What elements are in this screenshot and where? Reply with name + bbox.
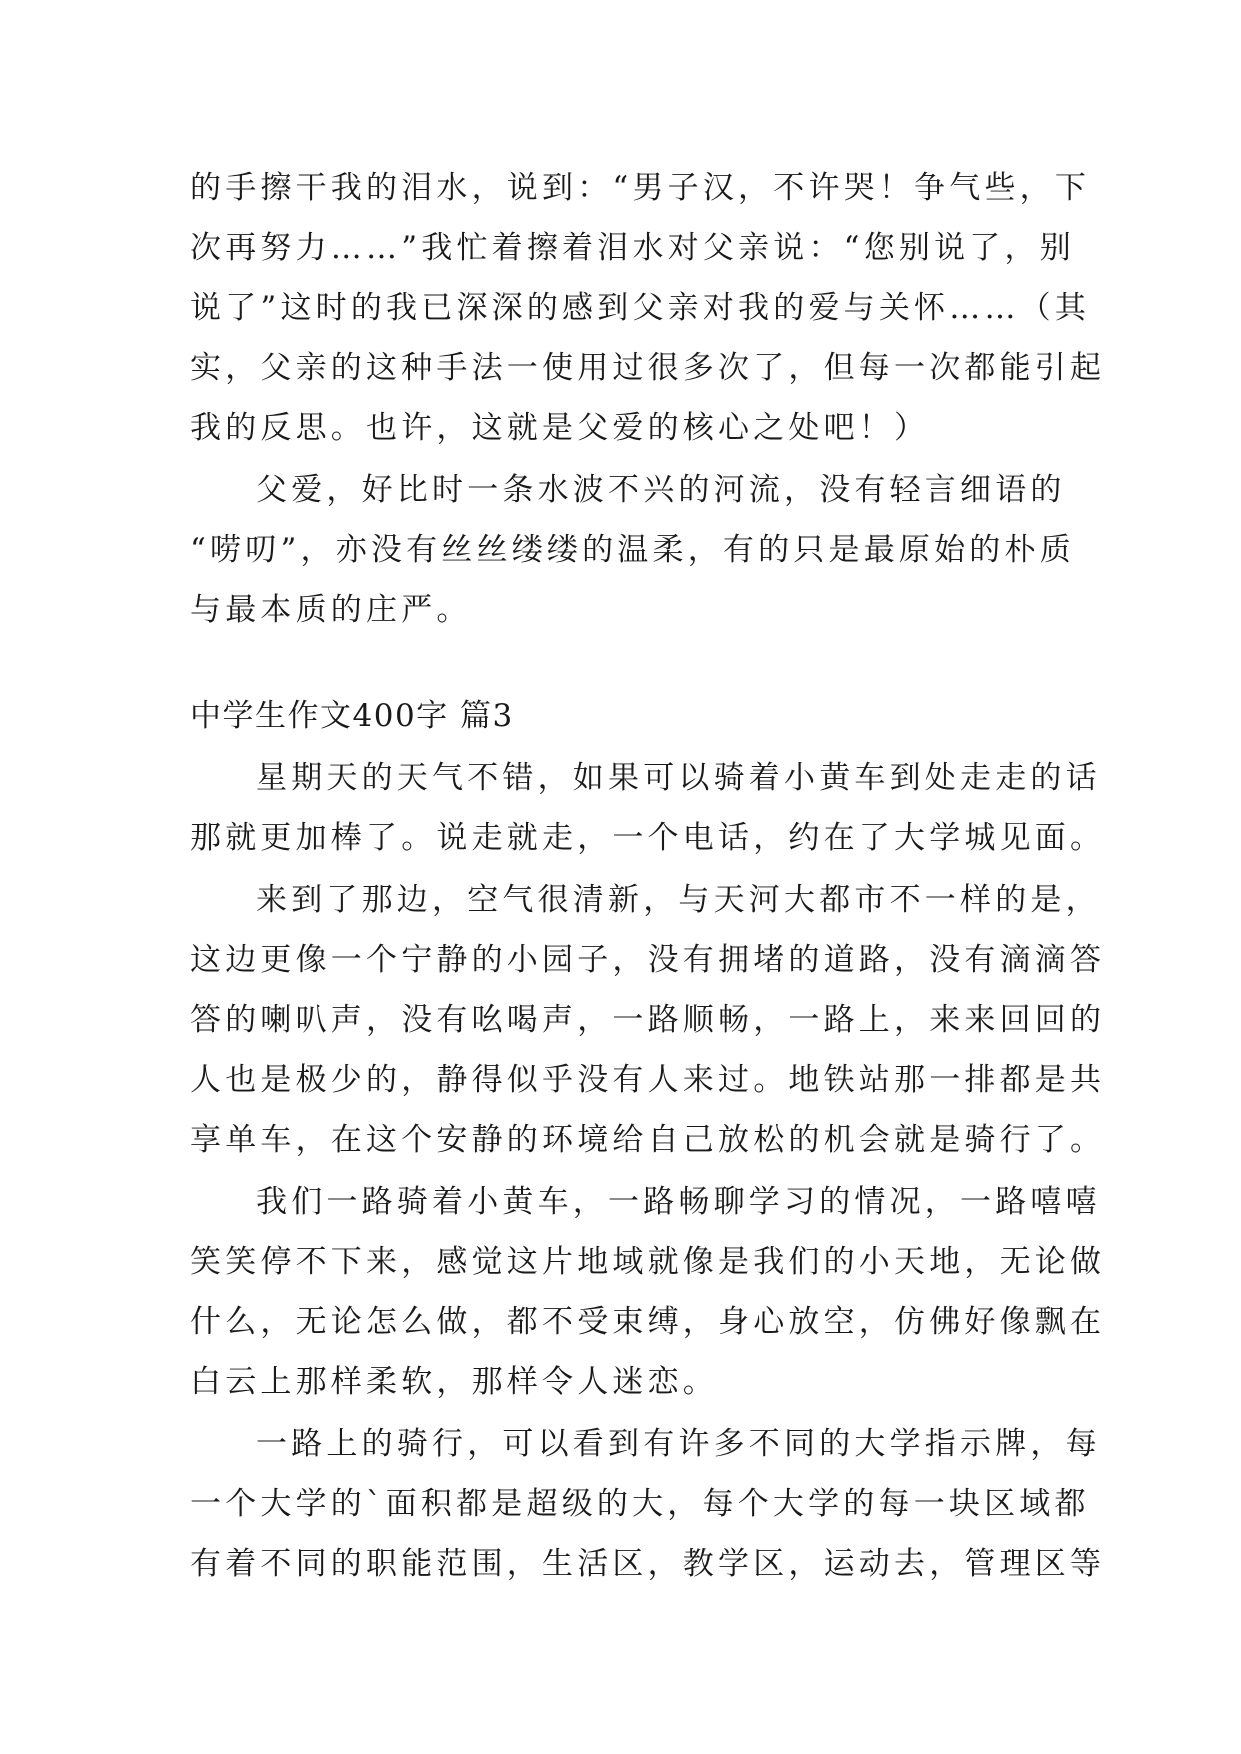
paragraph-line: 笑笑停不下来，感觉这片地域就像是我们的小天地，无论做 bbox=[190, 1244, 1106, 1280]
paragraph-line: 那就更加棒了。说走就走，一个电话，约在了大学城见面。 bbox=[190, 820, 1106, 856]
paragraph-line: 享单车，在这个安静的环境给自己放松的机会就是骑行了。 bbox=[190, 1122, 1106, 1158]
paragraph-line: 答的喇叭声，没有吆喝声，一路顺畅，一路上，来来回回的 bbox=[190, 1002, 1106, 1038]
paragraph-line: “唠叨”，亦没有丝丝缕缕的温柔，有的只是最原始的朴质 bbox=[190, 532, 1075, 568]
paragraph-line: 我们一路骑着小黄车，一路畅聊学习的情况，一路嘻嘻 bbox=[256, 1184, 1101, 1220]
paragraph-line: 什么，无论怎么做，都不受束缚，身心放空，仿佛好像飘在 bbox=[190, 1304, 1106, 1340]
paragraph-line: 白云上那样柔软，那样令人迷恋。 bbox=[190, 1364, 718, 1400]
paragraph-line: 次再努力……”我忙着擦着泪水对父亲说：“您别说了，别 bbox=[190, 230, 1075, 266]
paragraph-line: 人也是极少的，静得似乎没有人来过。地铁站那一排都是共 bbox=[190, 1062, 1106, 1098]
paragraph-line: 与最本质的庄严。 bbox=[190, 592, 472, 628]
paragraph-line: 我的反思。也许，这就是父爱的核心之处吧！） bbox=[190, 410, 930, 446]
paragraph-line: 有着不同的职能范围，生活区，教学区，运动去，管理区等 bbox=[190, 1546, 1106, 1582]
paragraph-line: 一路上的骑行，可以看到有许多不同的大学指示牌，每 bbox=[256, 1426, 1101, 1462]
paragraph-line: 父爱，好比时一条水波不兴的河流，没有轻言细语的 bbox=[256, 472, 1066, 508]
paragraph-line: 星期天的天气不错，如果可以骑着小黄车到处走走的话 bbox=[256, 760, 1101, 796]
paragraph-line: 来到了那边，空气很清新，与天河大都市不一样的是， bbox=[256, 882, 1101, 918]
section-heading: 中学生作文400字 篇3 bbox=[190, 698, 514, 734]
paragraph-line: 一个大学的`面积都是超级的大，每个大学的每一块区域都 bbox=[190, 1486, 1090, 1522]
paragraph-line: 这边更像一个宁静的小园子，没有拥堵的道路，没有滴滴答 bbox=[190, 942, 1106, 978]
paragraph-line: 说了”这时的我已深深的感到父亲对我的爱与关怀……（其 bbox=[190, 290, 1091, 326]
paragraph-line: 实，父亲的这种手法一使用过很多次了，但每一次都能引起 bbox=[190, 350, 1106, 386]
paragraph-line: 的手擦干我的泪水，说到：“男子汉，不许哭！争气些，下 bbox=[190, 170, 1091, 206]
